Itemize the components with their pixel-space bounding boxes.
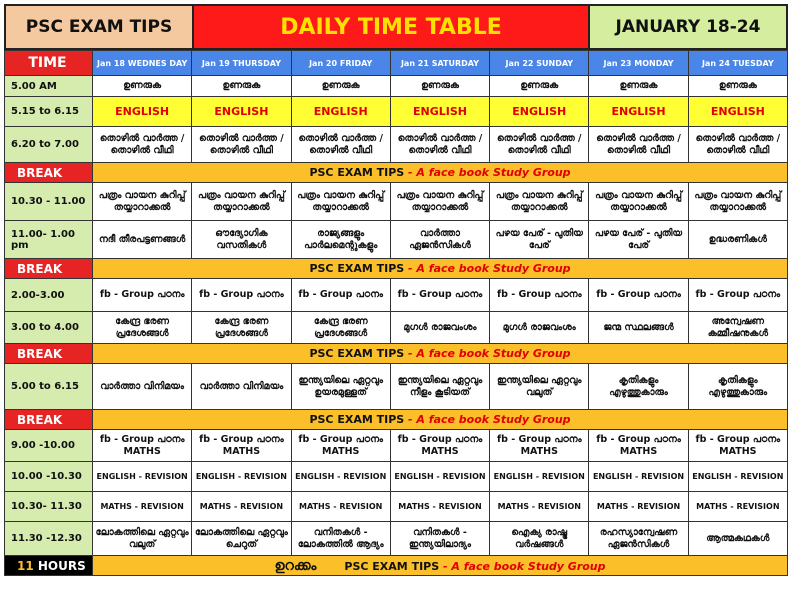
banner-title: PSC EXAM TIPS: [309, 413, 405, 426]
day-header-mon: Jan 23 MONDAY: [589, 51, 688, 76]
day-header-sun: Jan 22 SUNDAY: [490, 51, 589, 76]
schedule-cell: ഉണരുക: [490, 76, 589, 97]
schedule-cell: ENGLISH: [688, 97, 787, 127]
schedule-cell: ENGLISH - REVISION: [291, 462, 390, 492]
day-header-wed: Jan 18 WEDNES DAY: [93, 51, 192, 76]
schedule-cell: ഐക്യ രാഷ്ട്ര വർഷങ്ങൾ: [490, 522, 589, 556]
time-label: 2.00-3.00: [5, 279, 93, 312]
hours-label: [5, 556, 93, 576]
day-header-thu: Jan 19 THURSDAY: [192, 51, 291, 76]
schedule-cell: ഉദ്ധരണികൾ: [688, 221, 787, 259]
schedule-cell: ലോകത്തിലെ ഏറ്റവും വലുത്: [93, 522, 192, 556]
header-bar: [4, 4, 788, 50]
time-label: 10.00 -10.30: [5, 462, 93, 492]
schedule-cell: fb - Group പഠനം: [688, 279, 787, 312]
timetable-page: [4, 4, 788, 608]
hours-number: 11: [17, 558, 34, 573]
time-label: 5.00 to 6.15: [5, 364, 93, 410]
break-row: [5, 344, 788, 364]
schedule-cell: പത്രം വായന കുറിപ്പ് തയ്യാറാക്കൽ: [589, 183, 688, 221]
banner-accent: - A: [404, 262, 429, 275]
schedule-cell: ഔദ്യോഗിക വസതികൾ: [192, 221, 291, 259]
schedule-cell: നദീ തീരപട്ടണങ്ങൾ: [93, 221, 192, 259]
schedule-cell: ഉണരുക: [192, 76, 291, 97]
break-banner: [93, 410, 788, 430]
schedule-cell: ENGLISH - REVISION: [390, 462, 489, 492]
time-label: 5.15 to 6.15: [5, 97, 93, 127]
schedule-cell: വനിതകൾ - ഇന്ത്യയിലാദ്യം: [390, 522, 489, 556]
schedule-cell: വാർത്താ വിനിമയം: [192, 364, 291, 410]
banner-title: PSC EXAM TIPS: [309, 262, 405, 275]
header-date-range: JANUARY 18-24: [590, 6, 786, 48]
schedule-cell: ENGLISH - REVISION: [192, 462, 291, 492]
schedule-cell: MATHS - REVISION: [688, 492, 787, 522]
schedule-cell: വനിതകൾ - ലോകത്തിൽ ആദ്യം: [291, 522, 390, 556]
schedule-cell: ENGLISH - REVISION: [688, 462, 787, 492]
banner-facebook: face book: [428, 347, 490, 360]
schedule-cell: തൊഴിൽ വാർത്ത / തൊഴിൽ വീഥി: [390, 127, 489, 163]
schedule-cell: കേന്ദ്ര ഭരണ പ്രദേശങ്ങൾ: [192, 312, 291, 344]
banner-title: PSC EXAM TIPS: [309, 166, 405, 179]
banner-facebook: face book: [463, 559, 525, 573]
break-banner: [93, 344, 788, 364]
time-slot-row: [5, 364, 788, 410]
schedule-cell: രാജ്യങ്ങളും പാർലമെന്റുകളും: [291, 221, 390, 259]
schedule-cell: ഉണരുക: [93, 76, 192, 97]
time-slot-row: [5, 430, 788, 462]
hours-text: HOURS: [33, 558, 86, 573]
schedule-cell: തൊഴിൽ വാർത്ത / തൊഴിൽ വീഥി: [589, 127, 688, 163]
time-label: 11.30 -12.30: [5, 522, 93, 556]
schedule-cell: പഴയ പേര് - പുതിയ പേര്: [490, 221, 589, 259]
banner-tail: Study Group: [489, 347, 571, 360]
schedule-cell: ഇന്ത്യയിലെ ഏറ്റവും ഉയരമുള്ളത്: [291, 364, 390, 410]
time-column-header: TIME: [5, 51, 93, 76]
time-label: 5.00 AM: [5, 76, 93, 97]
banner-tail: Study Group: [489, 166, 571, 179]
schedule-cell: ENGLISH: [291, 97, 390, 127]
banner-accent: - A: [439, 559, 464, 573]
break-row: [5, 410, 788, 430]
header-left-title: PSC EXAM TIPS: [6, 6, 194, 48]
schedule-cell: fb - Group പഠനം: [490, 279, 589, 312]
schedule-cell: വാർത്താ ഏജൻസികൾ: [390, 221, 489, 259]
time-slot-row: [5, 462, 788, 492]
time-label: 6.20 to 7.00: [5, 127, 93, 163]
footer-row: [5, 556, 788, 576]
schedule-cell: fb - Group പഠനം: [93, 279, 192, 312]
banner-accent: - A: [404, 347, 429, 360]
schedule-cell: ഉണരുക: [688, 76, 787, 97]
timetable: [4, 50, 788, 576]
schedule-cell: fb - Group പഠനം MATHS: [490, 430, 589, 462]
schedule-cell: അന്വേഷണ കമ്മീഷനുകൾ: [688, 312, 787, 344]
schedule-cell: ENGLISH: [390, 97, 489, 127]
schedule-cell: fb - Group പഠനം MATHS: [192, 430, 291, 462]
banner-facebook: face book: [428, 166, 490, 179]
schedule-cell: കേന്ദ്ര ഭരണ പ്രദേശങ്ങൾ: [291, 312, 390, 344]
schedule-cell: ലോകത്തിലെ ഏറ്റവും ചെറുത്: [192, 522, 291, 556]
schedule-cell: പഴയ പേര് - പുതിയ പേര്: [589, 221, 688, 259]
schedule-cell: fb - Group പഠനം: [291, 279, 390, 312]
schedule-cell: ENGLISH - REVISION: [589, 462, 688, 492]
time-label: 3.00 to 4.00: [5, 312, 93, 344]
banner-accent: - A: [404, 166, 429, 179]
schedule-cell: തൊഴിൽ വാർത്ത / തൊഴിൽ വീഥി: [93, 127, 192, 163]
day-header-tue: Jan 24 TUESDAY: [688, 51, 787, 76]
schedule-cell: ENGLISH: [192, 97, 291, 127]
schedule-cell: ENGLISH - REVISION: [93, 462, 192, 492]
schedule-cell: വാർത്താ വിനിമയം: [93, 364, 192, 410]
schedule-cell: ENGLISH: [490, 97, 589, 127]
break-label: BREAK: [5, 163, 93, 183]
schedule-cell: കേന്ദ്ര ഭരണ പ്രദേശങ്ങൾ: [93, 312, 192, 344]
schedule-cell: fb - Group പഠനം MATHS: [390, 430, 489, 462]
time-label: 9.00 -10.00: [5, 430, 93, 462]
schedule-cell: MATHS - REVISION: [490, 492, 589, 522]
banner-facebook: face book: [428, 262, 490, 275]
schedule-cell: തൊഴിൽ വാർത്ത / തൊഴിൽ വീഥി: [192, 127, 291, 163]
time-slot-row: [5, 279, 788, 312]
schedule-cell: ജന്മ സ്ഥലങ്ങൾ: [589, 312, 688, 344]
schedule-cell: ഇന്ത്യയിലെ ഏറ്റവും വലുത്: [490, 364, 589, 410]
schedule-cell: MATHS - REVISION: [93, 492, 192, 522]
time-slot-row: [5, 183, 788, 221]
schedule-cell: പത്രം വായന കുറിപ്പ് തയ്യാറാക്കൽ: [490, 183, 589, 221]
schedule-cell: fb - Group പഠനം: [192, 279, 291, 312]
break-label: BREAK: [5, 410, 93, 430]
schedule-cell: തൊഴിൽ വാർത്ത / തൊഴിൽ വീഥി: [291, 127, 390, 163]
time-slot-row: [5, 127, 788, 163]
timetable-body: [5, 51, 788, 576]
day-header-sat: Jan 21 SATURDAY: [390, 51, 489, 76]
schedule-cell: കൃതികളും എഴുത്തുകാരും: [688, 364, 787, 410]
time-slot-row: [5, 312, 788, 344]
schedule-cell: പത്രം വായന കുറിപ്പ് തയ്യാറാക്കൽ: [93, 183, 192, 221]
banner-accent: - A: [404, 413, 429, 426]
banner-title: PSC EXAM TIPS: [309, 347, 405, 360]
schedule-cell: fb - Group പഠനം MATHS: [688, 430, 787, 462]
break-row: [5, 163, 788, 183]
banner-title: PSC EXAM TIPS: [344, 559, 440, 573]
banner-tail: Study Group: [524, 559, 606, 573]
banner-facebook: face book: [428, 413, 490, 426]
schedule-cell: തൊഴിൽ വാർത്ത / തൊഴിൽ വീഥി: [688, 127, 787, 163]
banner-tail: Study Group: [489, 262, 571, 275]
schedule-cell: തൊഴിൽ വാർത്ത / തൊഴിൽ വീഥി: [490, 127, 589, 163]
break-row: [5, 259, 788, 279]
schedule-cell: ENGLISH: [93, 97, 192, 127]
banner-tail: Study Group: [489, 413, 571, 426]
break-banner: [93, 259, 788, 279]
schedule-cell: fb - Group പഠനം MATHS: [93, 430, 192, 462]
sleep-label: ഉറക്കം: [274, 557, 317, 574]
schedule-cell: MATHS - REVISION: [589, 492, 688, 522]
schedule-cell: fb - Group പഠനം MATHS: [291, 430, 390, 462]
schedule-cell: ആത്മകഥകൾ: [688, 522, 787, 556]
schedule-cell: MATHS - REVISION: [291, 492, 390, 522]
schedule-cell: fb - Group പഠനം MATHS: [589, 430, 688, 462]
day-header-row: [5, 51, 788, 76]
schedule-cell: ഉണരുക: [291, 76, 390, 97]
schedule-cell: ഉണരുക: [390, 76, 489, 97]
break-banner: [93, 163, 788, 183]
time-slot-row: [5, 492, 788, 522]
footer-banner: [93, 556, 788, 576]
schedule-cell: fb - Group പഠനം: [390, 279, 489, 312]
schedule-cell: MATHS - REVISION: [390, 492, 489, 522]
schedule-cell: MATHS - REVISION: [192, 492, 291, 522]
schedule-cell: ENGLISH: [589, 97, 688, 127]
schedule-cell: പത്രം വായന കുറിപ്പ് തയ്യാറാക്കൽ: [192, 183, 291, 221]
schedule-cell: fb - Group പഠനം: [589, 279, 688, 312]
time-label: 10.30- 11.30: [5, 492, 93, 522]
time-label: 10.30 - 11.00: [5, 183, 93, 221]
schedule-cell: പത്രം വായന കുറിപ്പ് തയ്യാറാക്കൽ: [390, 183, 489, 221]
day-header-fri: Jan 20 FRIDAY: [291, 51, 390, 76]
schedule-cell: പത്രം വായന കുറിപ്പ് തയ്യാറാക്കൽ: [291, 183, 390, 221]
time-label: 11.00- 1.00 pm: [5, 221, 93, 259]
schedule-cell: രഹസ്യാന്വേഷണ ഏജൻസികൾ: [589, 522, 688, 556]
time-slot-row: [5, 97, 788, 127]
time-slot-row: [5, 522, 788, 556]
schedule-cell: ഇന്ത്യയിലെ ഏറ്റവും നീളം കൂടിയത്: [390, 364, 489, 410]
schedule-cell: കൃതികളും എഴുത്തുകാരും: [589, 364, 688, 410]
schedule-cell: ENGLISH - REVISION: [490, 462, 589, 492]
break-label: BREAK: [5, 259, 93, 279]
schedule-cell: പത്രം വായന കുറിപ്പ് തയ്യാറാക്കൽ: [688, 183, 787, 221]
schedule-cell: മുഗൾ രാജവംശം: [390, 312, 489, 344]
schedule-cell: ഉണരുക: [589, 76, 688, 97]
schedule-cell: മുഗൾ രാജവംശം: [490, 312, 589, 344]
time-slot-row: [5, 76, 788, 97]
header-main-title: DAILY TIME TABLE: [194, 6, 590, 48]
break-label: BREAK: [5, 344, 93, 364]
time-slot-row: [5, 221, 788, 259]
